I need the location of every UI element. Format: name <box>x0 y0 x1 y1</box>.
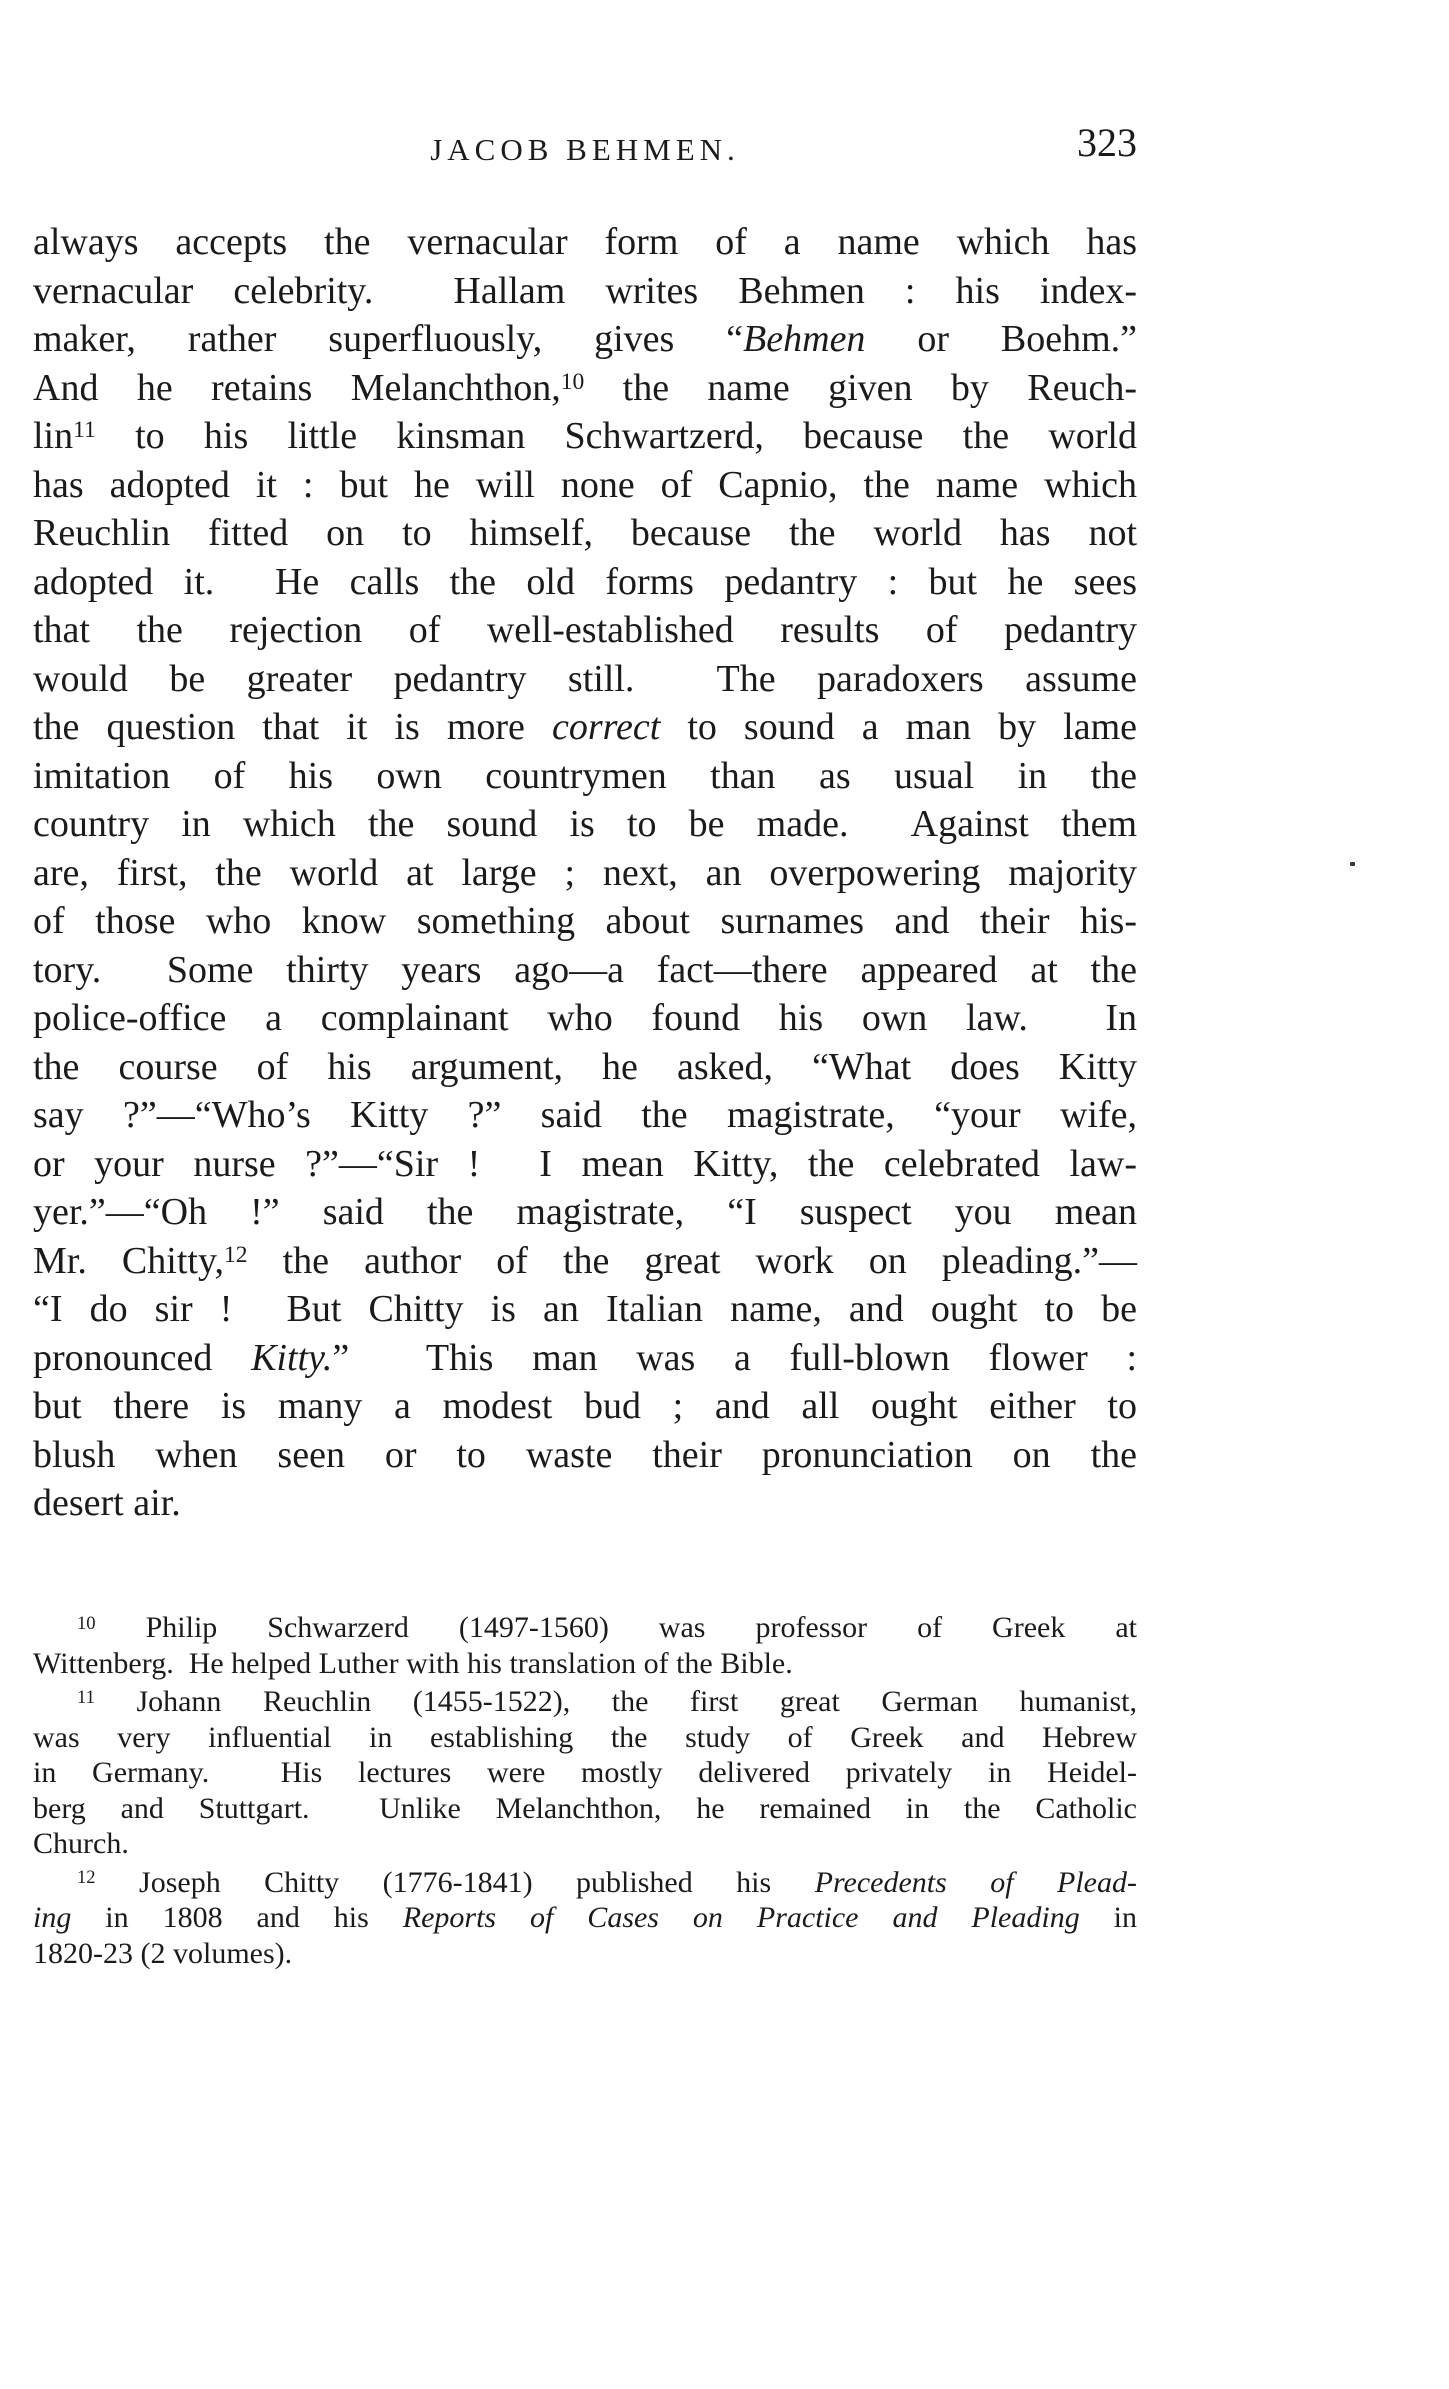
text-line: country in which the sound is to be made. Against them <box>33 803 1137 845</box>
running-head: JACOB BEHMEN. <box>430 132 740 167</box>
footnote-12 <box>33 1865 1137 1972</box>
text-line: are, first, the world at large ; next, an overpowering majority <box>33 851 1137 894</box>
text-line: 1820-23 (2 volumes). <box>33 1936 293 1970</box>
text-line: or your nurse ?”—“Sir ! I mean Kitty, the celebrated law- <box>33 1142 1137 1185</box>
text-line: Reuchlin fitted on to himself, because the world has not <box>33 512 1137 554</box>
text-line: ing in 1808 and his Reports of Cases on Practice and Pleading in <box>33 1901 1137 1934</box>
text-line: adopted it. He calls the old forms pedantry : but he sees <box>33 560 1137 603</box>
text-line: Church. <box>33 1827 129 1860</box>
text-line: has adopted it : but he will none of Capnio, the name which <box>33 463 1137 506</box>
text-line: tory. Some thirty years ago—a fact—there appeared at the <box>33 948 1137 991</box>
text-line: Mr. Chitty,$^{12}$ the author of the great work on pleading.”— <box>33 1239 1137 1282</box>
text-line: imitation of his own countrymen than as usual in the <box>33 754 1137 797</box>
text-line: the question that it is more correct to sound a man by lame <box>33 706 1137 748</box>
text-line: pronounced Kitty.” This man was a full-blown flower : <box>33 1336 1138 1379</box>
text-line: $^{11}$ Johann Reuchlin (1455-1522), the first great German humanist, <box>77 1685 1137 1718</box>
page-header <box>33 110 1137 170</box>
text-line: that the rejection of well-established results of pedantry <box>33 609 1137 651</box>
text-line: yer.”—“Oh !” said the magistrate, “I suspect you mean <box>33 1191 1137 1233</box>
text-line: always accepts the vernacular form of a name which has <box>33 221 1137 263</box>
text-line: $^{12}$ Joseph Chitty (1776-1841) published his Precedents of Plead- <box>77 1865 1137 1899</box>
text-line: police-office a complainant who found his own law. In <box>33 997 1137 1039</box>
text-line: vernacular celebrity. Hallam writes Behmen : his index- <box>33 269 1137 312</box>
text-line: of those who know something about surnames and their his- <box>33 900 1137 942</box>
text-line: the course of his argument, he asked, “What does Kitty <box>33 1045 1137 1088</box>
text-line: Wittenberg. He helped Luther with his translation of the Bible. <box>33 1646 793 1680</box>
text-line: blush when seen or to waste their pronunciation on the <box>33 1433 1137 1476</box>
text-line: would be greater pedantry still. The paradoxers assume <box>33 657 1137 700</box>
text-line: in Germany. His lectures were mostly delivered privately in Heidel- <box>33 1756 1137 1789</box>
footnote-10 <box>33 1610 1137 1681</box>
footnote-11 <box>33 1684 1137 1862</box>
text-line: “I do sir ! But Chitty is an Italian name, and ought to be <box>33 1288 1137 1330</box>
text-line: And he retains Melanchthon,$^{10}$ the name given by Reuch- <box>33 366 1137 409</box>
text-line: berg and Stuttgart. Unlike Melanchthon, he remained in the Catholic <box>33 1791 1137 1825</box>
text-line: was very influential in establishing the study of Greek and Hebrew <box>33 1720 1137 1754</box>
text-line: maker, rather superfluously, gives “Behmen or Boehm.” <box>33 318 1137 360</box>
scan-speck <box>1350 862 1355 866</box>
text-line: say ?”—“Who’s Kitty ?” said the magistrate, “your wife, <box>33 1094 1137 1136</box>
text-line: $^{10}$ Philip Schwarzerd (1497-1560) was professor of Greek at <box>77 1611 1137 1644</box>
page-number: 323 <box>1077 120 1137 165</box>
footnotes-section <box>33 1610 1137 1971</box>
body-text <box>33 218 1137 1528</box>
text-line: but there is many a modest bud ; and all ought either to <box>33 1385 1137 1427</box>
text-line: desert air. <box>33 1482 181 1524</box>
text-line: lin$^{11}$ to his little kinsman Schwartzerd, because the world <box>33 415 1137 457</box>
